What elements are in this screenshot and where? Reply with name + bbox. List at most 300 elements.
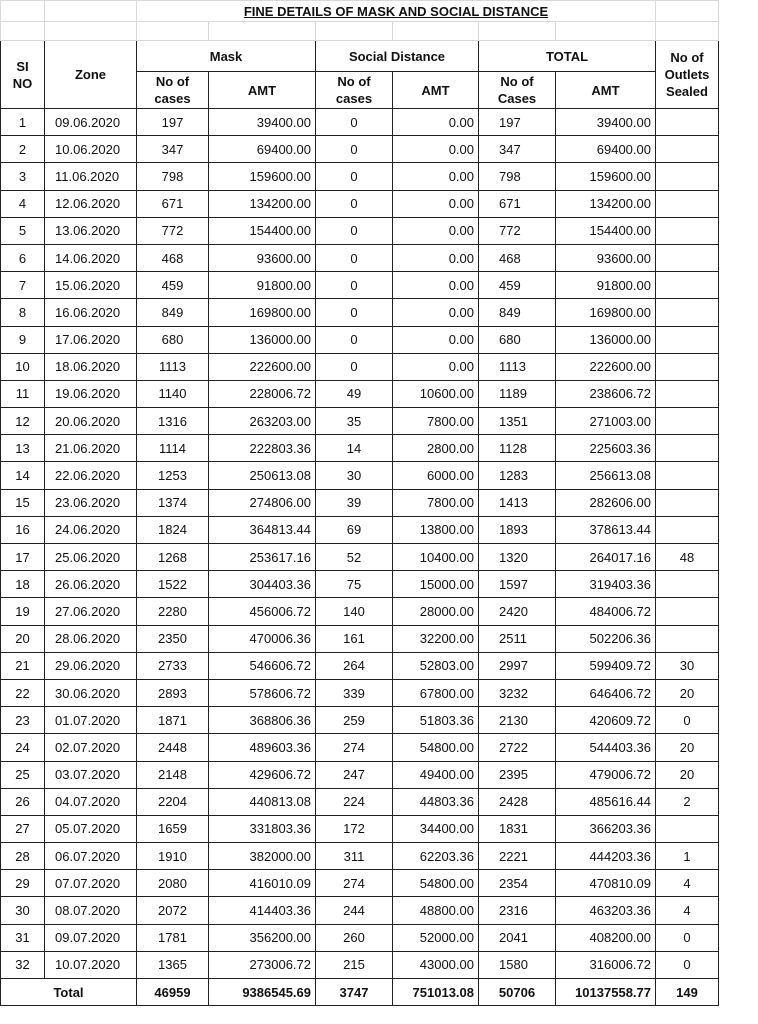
cell-sd-amt: 62203.36 bbox=[393, 843, 479, 870]
cell-sl-no: 1 bbox=[1, 109, 45, 136]
cell-mask-amt: 364813.44 bbox=[209, 516, 316, 543]
cell-total-amt: 646406.72 bbox=[556, 679, 656, 706]
cell-total-cases: 2420 bbox=[479, 598, 556, 625]
cell-total-cases: 680 bbox=[479, 326, 556, 353]
cell-mask-cases: 1113 bbox=[137, 353, 209, 380]
cell-sd-cases: 172 bbox=[316, 815, 393, 842]
cell-mask-amt: 274806.00 bbox=[209, 489, 316, 516]
table-row bbox=[1, 217, 719, 244]
cell-total-cases: 1189 bbox=[479, 380, 556, 407]
cell-zone-date: 11.06.2020 bbox=[45, 163, 137, 190]
table-row bbox=[1, 571, 719, 598]
cell-total-amt: 316006.72 bbox=[556, 951, 656, 978]
cell-sd-cases: 75 bbox=[316, 571, 393, 598]
cell-total-amt: 408200.00 bbox=[556, 924, 656, 951]
cell-zone-date: 17.06.2020 bbox=[45, 326, 137, 353]
cell-zone-date: 02.07.2020 bbox=[45, 734, 137, 761]
cell-sd-amt: 0.00 bbox=[393, 353, 479, 380]
cell-total-cases: 849 bbox=[479, 299, 556, 326]
cell-sl-no: 25 bbox=[1, 761, 45, 788]
cell-mask-amt: 304403.36 bbox=[209, 571, 316, 598]
cell-total-cases: 1413 bbox=[479, 489, 556, 516]
cell-sd-cases: 14 bbox=[316, 435, 393, 462]
cell-zone-date: 18.06.2020 bbox=[45, 353, 137, 380]
cell-sl-no: 24 bbox=[1, 734, 45, 761]
cell-total-cases: 1831 bbox=[479, 815, 556, 842]
cell-sl-no: 16 bbox=[1, 516, 45, 543]
cell-sl-no: 14 bbox=[1, 462, 45, 489]
cell-sl-no: 9 bbox=[1, 326, 45, 353]
table-row bbox=[1, 788, 719, 815]
cell-total-cases: 2354 bbox=[479, 870, 556, 897]
cell-outlets-sealed bbox=[656, 190, 719, 217]
cell-outlets-sealed bbox=[656, 217, 719, 244]
cell-sd-amt: 51803.36 bbox=[393, 707, 479, 734]
cell-total-cases: 2221 bbox=[479, 843, 556, 870]
cell-total-amt: 159600.00 bbox=[556, 163, 656, 190]
table-row bbox=[1, 190, 719, 217]
cell-outlets-sealed bbox=[656, 163, 719, 190]
cell-total-cases: 1283 bbox=[479, 462, 556, 489]
cell-sd-amt: 0.00 bbox=[393, 163, 479, 190]
cell-outlets-sealed bbox=[656, 326, 719, 353]
cell-sd-cases: 52 bbox=[316, 544, 393, 571]
cell-sd-amt: 0.00 bbox=[393, 136, 479, 163]
cell-outlets-sealed: 2 bbox=[656, 788, 719, 815]
cell-total-cases: 1893 bbox=[479, 516, 556, 543]
cell-zone-date: 14.06.2020 bbox=[45, 244, 137, 271]
cell-sd-cases: 215 bbox=[316, 951, 393, 978]
cell-total-amt: 136000.00 bbox=[556, 326, 656, 353]
cell-sl-no: 10 bbox=[1, 353, 45, 380]
cell-outlets-sealed: 0 bbox=[656, 951, 719, 978]
cell-sd-amt: 49400.00 bbox=[393, 761, 479, 788]
cell-total-amt: 154400.00 bbox=[556, 217, 656, 244]
cell-zone-date: 13.06.2020 bbox=[45, 217, 137, 244]
cell-mask-amt: 382000.00 bbox=[209, 843, 316, 870]
cell-zone-date: 10.07.2020 bbox=[45, 951, 137, 978]
cell-total-cases: 2316 bbox=[479, 897, 556, 924]
cell-sd-amt: 0.00 bbox=[393, 109, 479, 136]
cell-zone-date: 01.07.2020 bbox=[45, 707, 137, 734]
cell-sd-amt: 54800.00 bbox=[393, 734, 479, 761]
cell-total-cases: 1580 bbox=[479, 951, 556, 978]
header-sd-amt: AMT bbox=[393, 72, 479, 109]
table-row bbox=[1, 843, 719, 870]
cell-mask-amt: 222600.00 bbox=[209, 353, 316, 380]
total-outlets-sealed: 149 bbox=[656, 979, 719, 1006]
cell-sd-cases: 274 bbox=[316, 870, 393, 897]
table-row bbox=[1, 109, 719, 136]
cell-mask-amt: 39400.00 bbox=[209, 109, 316, 136]
cell-total-cases: 468 bbox=[479, 244, 556, 271]
cell-zone-date: 30.06.2020 bbox=[45, 679, 137, 706]
cell-outlets-sealed bbox=[656, 815, 719, 842]
cell-zone-date: 27.06.2020 bbox=[45, 598, 137, 625]
cell-sd-amt: 10400.00 bbox=[393, 544, 479, 571]
cell-zone-date: 08.07.2020 bbox=[45, 897, 137, 924]
header-outlets-sealed: No of Outlets Sealed bbox=[656, 41, 719, 109]
cell-sd-amt: 43000.00 bbox=[393, 951, 479, 978]
empty-cell bbox=[1, 1, 45, 22]
cell-mask-amt: 136000.00 bbox=[209, 326, 316, 353]
cell-sd-amt: 52803.00 bbox=[393, 652, 479, 679]
cell-mask-amt: 263203.00 bbox=[209, 408, 316, 435]
cell-mask-amt: 489603.36 bbox=[209, 734, 316, 761]
cell-sd-amt: 34400.00 bbox=[393, 815, 479, 842]
title-row bbox=[1, 1, 719, 22]
cell-mask-amt: 69400.00 bbox=[209, 136, 316, 163]
table-row bbox=[1, 870, 719, 897]
cell-sd-cases: 30 bbox=[316, 462, 393, 489]
empty-cell bbox=[656, 1, 719, 22]
cell-zone-date: 09.06.2020 bbox=[45, 109, 137, 136]
cell-total-amt: 544403.36 bbox=[556, 734, 656, 761]
cell-total-amt: 463203.36 bbox=[556, 897, 656, 924]
cell-total-amt: 599409.72 bbox=[556, 652, 656, 679]
cell-sl-no: 11 bbox=[1, 380, 45, 407]
cell-zone-date: 23.06.2020 bbox=[45, 489, 137, 516]
cell-outlets-sealed: 0 bbox=[656, 707, 719, 734]
cell-zone-date: 16.06.2020 bbox=[45, 299, 137, 326]
cell-total-amt: 271003.00 bbox=[556, 408, 656, 435]
cell-mask-amt: 228006.72 bbox=[209, 380, 316, 407]
cell-total-cases: 1128 bbox=[479, 435, 556, 462]
cell-total-cases: 2511 bbox=[479, 625, 556, 652]
cell-mask-cases: 1253 bbox=[137, 462, 209, 489]
header-sd-cases: No of cases bbox=[316, 72, 393, 109]
table-row bbox=[1, 951, 719, 978]
cell-sl-no: 12 bbox=[1, 408, 45, 435]
table-body bbox=[1, 109, 719, 979]
cell-mask-amt: 416010.09 bbox=[209, 870, 316, 897]
cell-outlets-sealed: 20 bbox=[656, 679, 719, 706]
cell-outlets-sealed: 4 bbox=[656, 897, 719, 924]
cell-mask-cases: 2080 bbox=[137, 870, 209, 897]
cell-mask-amt: 546606.72 bbox=[209, 652, 316, 679]
cell-sl-no: 28 bbox=[1, 843, 45, 870]
totals-row bbox=[1, 979, 719, 1006]
cell-total-amt: 470810.09 bbox=[556, 870, 656, 897]
cell-total-amt: 485616.44 bbox=[556, 788, 656, 815]
cell-outlets-sealed bbox=[656, 435, 719, 462]
cell-zone-date: 04.07.2020 bbox=[45, 788, 137, 815]
cell-total-amt: 39400.00 bbox=[556, 109, 656, 136]
cell-sd-amt: 44803.36 bbox=[393, 788, 479, 815]
total-mask-cases: 46959 bbox=[137, 979, 209, 1006]
cell-mask-cases: 459 bbox=[137, 272, 209, 299]
cell-total-amt: 225603.36 bbox=[556, 435, 656, 462]
cell-total-amt: 444203.36 bbox=[556, 843, 656, 870]
cell-total-amt: 282606.00 bbox=[556, 489, 656, 516]
table-row bbox=[1, 272, 719, 299]
blank-row bbox=[1, 22, 719, 41]
cell-mask-amt: 134200.00 bbox=[209, 190, 316, 217]
cell-zone-date: 06.07.2020 bbox=[45, 843, 137, 870]
cell-sl-no: 31 bbox=[1, 924, 45, 951]
cell-mask-amt: 159600.00 bbox=[209, 163, 316, 190]
cell-mask-cases: 2280 bbox=[137, 598, 209, 625]
cell-sd-amt: 28000.00 bbox=[393, 598, 479, 625]
cell-sd-cases: 140 bbox=[316, 598, 393, 625]
cell-sd-cases: 69 bbox=[316, 516, 393, 543]
cell-outlets-sealed bbox=[656, 489, 719, 516]
cell-sd-amt: 0.00 bbox=[393, 217, 479, 244]
cell-total-cases: 798 bbox=[479, 163, 556, 190]
cell-sd-cases: 0 bbox=[316, 109, 393, 136]
cell-outlets-sealed: 20 bbox=[656, 761, 719, 788]
cell-zone-date: 24.06.2020 bbox=[45, 516, 137, 543]
cell-zone-date: 07.07.2020 bbox=[45, 870, 137, 897]
cell-sl-no: 23 bbox=[1, 707, 45, 734]
cell-total-amt: 420609.72 bbox=[556, 707, 656, 734]
cell-mask-amt: 414403.36 bbox=[209, 897, 316, 924]
cell-mask-cases: 671 bbox=[137, 190, 209, 217]
totals-label: Total bbox=[1, 979, 137, 1006]
cell-sd-amt: 6000.00 bbox=[393, 462, 479, 489]
cell-mask-amt: 93600.00 bbox=[209, 244, 316, 271]
cell-total-amt: 256613.08 bbox=[556, 462, 656, 489]
cell-total-amt: 93600.00 bbox=[556, 244, 656, 271]
cell-sd-amt: 7800.00 bbox=[393, 408, 479, 435]
cell-sd-amt: 2800.00 bbox=[393, 435, 479, 462]
cell-mask-cases: 1365 bbox=[137, 951, 209, 978]
table-row bbox=[1, 761, 719, 788]
cell-sd-cases: 0 bbox=[316, 244, 393, 271]
cell-zone-date: 12.06.2020 bbox=[45, 190, 137, 217]
cell-mask-cases: 2350 bbox=[137, 625, 209, 652]
cell-sd-amt: 0.00 bbox=[393, 326, 479, 353]
cell-zone-date: 25.06.2020 bbox=[45, 544, 137, 571]
cell-outlets-sealed: 30 bbox=[656, 652, 719, 679]
cell-outlets-sealed: 20 bbox=[656, 734, 719, 761]
table-row bbox=[1, 462, 719, 489]
cell-sl-no: 15 bbox=[1, 489, 45, 516]
cell-sd-cases: 49 bbox=[316, 380, 393, 407]
cell-mask-cases: 2448 bbox=[137, 734, 209, 761]
cell-mask-amt: 456006.72 bbox=[209, 598, 316, 625]
table-row bbox=[1, 353, 719, 380]
cell-mask-amt: 169800.00 bbox=[209, 299, 316, 326]
cell-outlets-sealed bbox=[656, 598, 719, 625]
cell-mask-cases: 2148 bbox=[137, 761, 209, 788]
cell-mask-cases: 2072 bbox=[137, 897, 209, 924]
empty-cell bbox=[45, 1, 137, 22]
header-mask-cases: No of cases bbox=[137, 72, 209, 109]
cell-mask-cases: 1781 bbox=[137, 924, 209, 951]
cell-outlets-sealed bbox=[656, 462, 719, 489]
cell-mask-amt: 273006.72 bbox=[209, 951, 316, 978]
table-row bbox=[1, 544, 719, 571]
cell-sl-no: 5 bbox=[1, 217, 45, 244]
cell-total-cases: 2041 bbox=[479, 924, 556, 951]
cell-sd-cases: 0 bbox=[316, 299, 393, 326]
cell-total-cases: 2722 bbox=[479, 734, 556, 761]
cell-sd-amt: 54800.00 bbox=[393, 870, 479, 897]
cell-sd-cases: 339 bbox=[316, 679, 393, 706]
cell-sl-no: 26 bbox=[1, 788, 45, 815]
cell-sd-cases: 247 bbox=[316, 761, 393, 788]
cell-outlets-sealed bbox=[656, 408, 719, 435]
table-row bbox=[1, 707, 719, 734]
cell-total-amt: 91800.00 bbox=[556, 272, 656, 299]
header-total-amt: AMT bbox=[556, 72, 656, 109]
table-row bbox=[1, 815, 719, 842]
cell-mask-cases: 1114 bbox=[137, 435, 209, 462]
cell-mask-cases: 347 bbox=[137, 136, 209, 163]
cell-total-cases: 1597 bbox=[479, 571, 556, 598]
cell-mask-cases: 1522 bbox=[137, 571, 209, 598]
cell-sd-cases: 0 bbox=[316, 326, 393, 353]
cell-total-cases: 1351 bbox=[479, 408, 556, 435]
header-social-distance: Social Distance bbox=[316, 41, 479, 72]
cell-sd-amt: 0.00 bbox=[393, 190, 479, 217]
cell-zone-date: 20.06.2020 bbox=[45, 408, 137, 435]
cell-mask-amt: 253617.16 bbox=[209, 544, 316, 571]
cell-mask-cases: 1140 bbox=[137, 380, 209, 407]
header-mask: Mask bbox=[137, 41, 316, 72]
cell-sl-no: 18 bbox=[1, 571, 45, 598]
cell-sd-cases: 0 bbox=[316, 190, 393, 217]
cell-outlets-sealed bbox=[656, 625, 719, 652]
cell-total-amt: 366203.36 bbox=[556, 815, 656, 842]
cell-sl-no: 27 bbox=[1, 815, 45, 842]
cell-total-cases: 1113 bbox=[479, 353, 556, 380]
header-zone: Zone bbox=[45, 41, 137, 109]
cell-mask-cases: 1659 bbox=[137, 815, 209, 842]
cell-sd-cases: 35 bbox=[316, 408, 393, 435]
cell-mask-amt: 440813.08 bbox=[209, 788, 316, 815]
table-row bbox=[1, 244, 719, 271]
cell-sl-no: 22 bbox=[1, 679, 45, 706]
cell-total-cases: 772 bbox=[479, 217, 556, 244]
table-row bbox=[1, 489, 719, 516]
cell-mask-amt: 470006.36 bbox=[209, 625, 316, 652]
cell-total-cases: 197 bbox=[479, 109, 556, 136]
cell-sl-no: 20 bbox=[1, 625, 45, 652]
header-row-group bbox=[1, 41, 719, 72]
cell-sd-cases: 0 bbox=[316, 163, 393, 190]
cell-sd-amt: 0.00 bbox=[393, 244, 479, 271]
total-sd-cases: 3747 bbox=[316, 979, 393, 1006]
cell-total-amt: 222600.00 bbox=[556, 353, 656, 380]
cell-outlets-sealed bbox=[656, 136, 719, 163]
cell-sd-cases: 264 bbox=[316, 652, 393, 679]
cell-total-cases: 347 bbox=[479, 136, 556, 163]
table-row bbox=[1, 924, 719, 951]
cell-sd-amt: 52000.00 bbox=[393, 924, 479, 951]
cell-outlets-sealed bbox=[656, 516, 719, 543]
cell-outlets-sealed bbox=[656, 380, 719, 407]
table-row bbox=[1, 380, 719, 407]
cell-sl-no: 17 bbox=[1, 544, 45, 571]
cell-sl-no: 32 bbox=[1, 951, 45, 978]
cell-sd-cases: 0 bbox=[316, 217, 393, 244]
cell-mask-cases: 798 bbox=[137, 163, 209, 190]
header-total-cases: No of Cases bbox=[479, 72, 556, 109]
cell-mask-cases: 468 bbox=[137, 244, 209, 271]
cell-mask-amt: 91800.00 bbox=[209, 272, 316, 299]
cell-total-amt: 69400.00 bbox=[556, 136, 656, 163]
cell-mask-amt: 331803.36 bbox=[209, 815, 316, 842]
table-row bbox=[1, 136, 719, 163]
cell-outlets-sealed: 0 bbox=[656, 924, 719, 951]
cell-total-cases: 2428 bbox=[479, 788, 556, 815]
cell-outlets-sealed bbox=[656, 299, 719, 326]
cell-mask-cases: 772 bbox=[137, 217, 209, 244]
cell-outlets-sealed: 1 bbox=[656, 843, 719, 870]
cell-sl-no: 8 bbox=[1, 299, 45, 326]
cell-zone-date: 21.06.2020 bbox=[45, 435, 137, 462]
cell-mask-cases: 1824 bbox=[137, 516, 209, 543]
cell-total-cases: 2130 bbox=[479, 707, 556, 734]
cell-zone-date: 19.06.2020 bbox=[45, 380, 137, 407]
cell-total-amt: 479006.72 bbox=[556, 761, 656, 788]
cell-outlets-sealed: 4 bbox=[656, 870, 719, 897]
cell-sl-no: 29 bbox=[1, 870, 45, 897]
cell-mask-cases: 1374 bbox=[137, 489, 209, 516]
cell-sd-amt: 32200.00 bbox=[393, 625, 479, 652]
cell-sd-cases: 244 bbox=[316, 897, 393, 924]
cell-sl-no: 4 bbox=[1, 190, 45, 217]
cell-zone-date: 26.06.2020 bbox=[45, 571, 137, 598]
cell-zone-date: 05.07.2020 bbox=[45, 815, 137, 842]
cell-mask-amt: 222803.36 bbox=[209, 435, 316, 462]
table-row bbox=[1, 679, 719, 706]
cell-mask-cases: 680 bbox=[137, 326, 209, 353]
cell-outlets-sealed bbox=[656, 571, 719, 598]
cell-sl-no: 6 bbox=[1, 244, 45, 271]
table-row bbox=[1, 408, 719, 435]
cell-sd-cases: 0 bbox=[316, 136, 393, 163]
header-total: TOTAL bbox=[479, 41, 656, 72]
cell-zone-date: 09.07.2020 bbox=[45, 924, 137, 951]
cell-sd-amt: 13800.00 bbox=[393, 516, 479, 543]
table-row bbox=[1, 435, 719, 462]
cell-total-amt: 169800.00 bbox=[556, 299, 656, 326]
cell-mask-cases: 1316 bbox=[137, 408, 209, 435]
total-cases: 50706 bbox=[479, 979, 556, 1006]
cell-sd-cases: 274 bbox=[316, 734, 393, 761]
cell-total-amt: 319403.36 bbox=[556, 571, 656, 598]
cell-mask-amt: 250613.08 bbox=[209, 462, 316, 489]
cell-sd-amt: 67800.00 bbox=[393, 679, 479, 706]
cell-sd-cases: 260 bbox=[316, 924, 393, 951]
total-amt: 10137558.77 bbox=[556, 979, 656, 1006]
cell-outlets-sealed bbox=[656, 244, 719, 271]
cell-zone-date: 15.06.2020 bbox=[45, 272, 137, 299]
cell-mask-cases: 2733 bbox=[137, 652, 209, 679]
table-row bbox=[1, 326, 719, 353]
cell-mask-cases: 2893 bbox=[137, 679, 209, 706]
table-row bbox=[1, 897, 719, 924]
cell-mask-amt: 154400.00 bbox=[209, 217, 316, 244]
total-sd-amt: 751013.08 bbox=[393, 979, 479, 1006]
cell-sd-amt: 7800.00 bbox=[393, 489, 479, 516]
cell-mask-amt: 356200.00 bbox=[209, 924, 316, 951]
cell-outlets-sealed bbox=[656, 272, 719, 299]
cell-sl-no: 7 bbox=[1, 272, 45, 299]
total-mask-amt: 9386545.69 bbox=[209, 979, 316, 1006]
cell-mask-cases: 197 bbox=[137, 109, 209, 136]
cell-mask-cases: 1268 bbox=[137, 544, 209, 571]
cell-total-amt: 484006.72 bbox=[556, 598, 656, 625]
cell-sd-cases: 259 bbox=[316, 707, 393, 734]
cell-sd-cases: 0 bbox=[316, 353, 393, 380]
cell-total-cases: 2395 bbox=[479, 761, 556, 788]
cell-zone-date: 03.07.2020 bbox=[45, 761, 137, 788]
cell-total-amt: 134200.00 bbox=[556, 190, 656, 217]
